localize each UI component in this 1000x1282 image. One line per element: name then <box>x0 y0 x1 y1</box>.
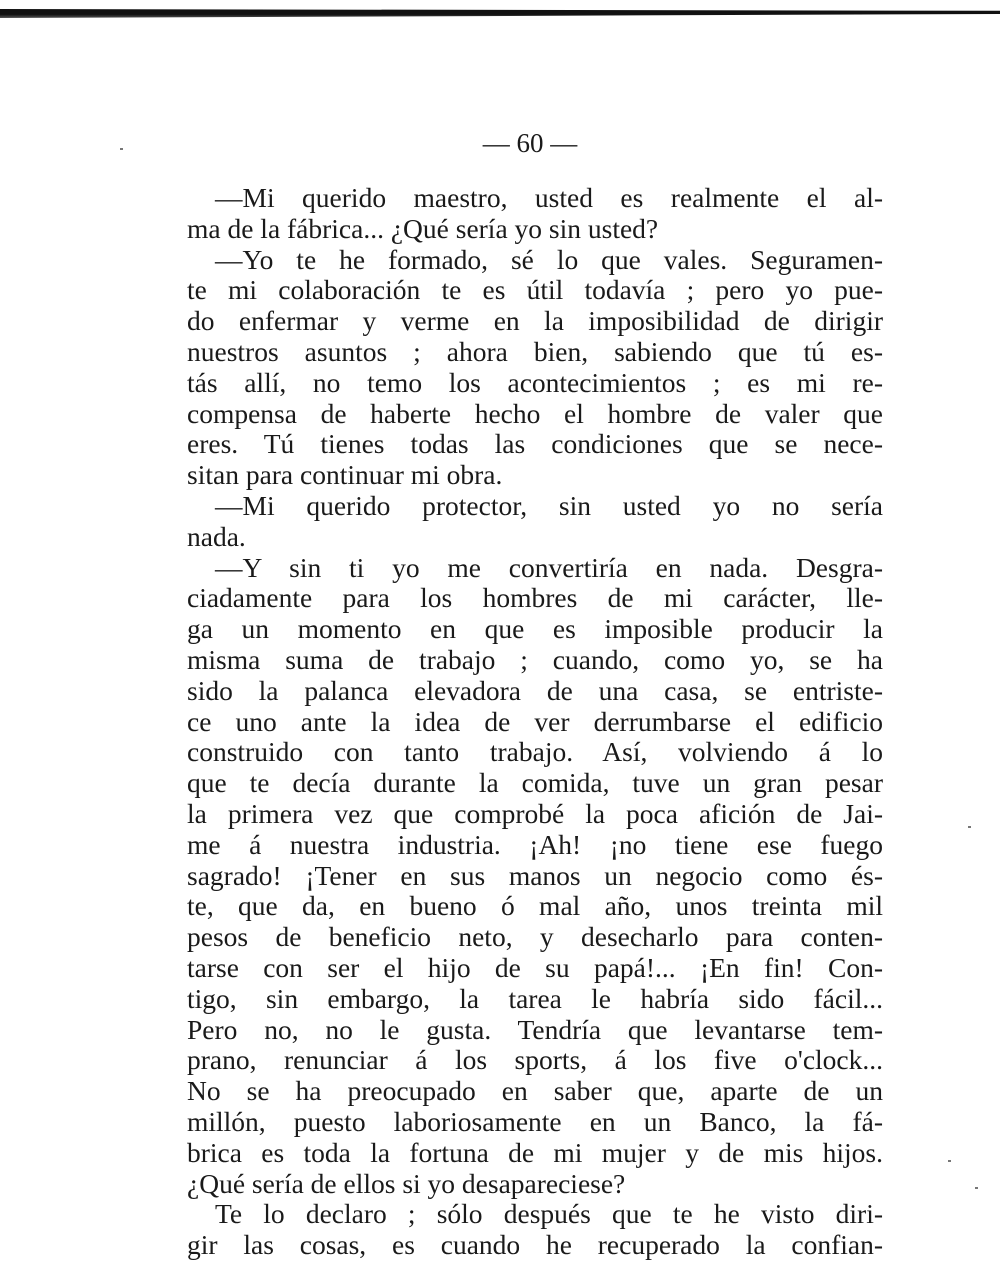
text-line: brica es toda la fortuna de mi mujer y de mis hijos. <box>187 1136 883 1168</box>
scan-speck <box>975 1187 978 1189</box>
text-line: —Y sin ti yo me convertiría en nada. Desgra- <box>215 551 883 583</box>
text-line: me á nuestra industria. ¡Ah! ¡no tiene ese fuego <box>187 828 883 860</box>
text-line: compensa de haberte hecho el hombre de valer que <box>187 397 883 429</box>
scan-speck <box>948 1160 951 1162</box>
text-line: tás allí, no temo los acontecimientos ; es mi re- <box>187 366 883 398</box>
text-line: prano, renunciar á los sports, á los five o'clock... <box>187 1044 883 1076</box>
text-line: gir las cosas, es cuando he recuperado la confian- <box>187 1229 883 1261</box>
text-line: sido la palanca elevadora de una casa, se entriste- <box>187 674 883 706</box>
top-scan-edge-rule <box>0 9 1000 18</box>
text-line: que te decía durante la comida, tuve un gran pesar <box>187 767 883 799</box>
text-line: millón, puesto laboriosamente en un Banco, la fá- <box>187 1105 883 1137</box>
text-line: —Yo te he formado, sé lo que vales. Seguramen- <box>215 243 883 275</box>
text-line: do enfermar y verme en la imposibilidad de dirigir <box>187 305 883 337</box>
text-line: No se ha preocupado en saber que, aparte de un <box>187 1075 883 1107</box>
text-line: sagrado! ¡Tener en sus manos un negocio como és- <box>187 859 883 891</box>
text-line: ce uno ante la idea de ver derrumbarse el edificio <box>187 705 883 737</box>
text-line: tigo, sin embargo, la tarea le habría sido fácil... <box>187 982 883 1014</box>
text-line: nuestros asuntos ; ahora bien, sabiendo que tú es- <box>187 335 883 367</box>
scan-speck <box>120 148 123 150</box>
text-line: tarse con ser el hijo de su papá!... ¡En fin! Con- <box>187 951 883 983</box>
page-number: — 60 — <box>482 128 578 158</box>
text-line: misma suma de trabajo ; cuando, como yo, se ha <box>187 643 883 675</box>
text-line: —Mi querido maestro, usted es realmente el al- <box>215 182 883 213</box>
text-line: Te lo declaro ; sólo después que te he visto diri- <box>215 1198 883 1230</box>
text-line: —Mi querido protector, sin usted yo no sería <box>215 489 883 521</box>
scan-speck <box>968 826 971 828</box>
text-line: la primera vez que comprobé la poca afición de Jai- <box>187 797 883 829</box>
text-line: te mi colaboración te es útil todavía ; pero yo pue- <box>187 274 883 306</box>
body-text <box>187 183 883 1261</box>
text-line: nada. <box>187 520 246 552</box>
text-line: ¿Qué sería de ellos si yo desapareciese? <box>187 1167 626 1199</box>
text-line: ga un momento en que es imposible producir la <box>187 613 883 645</box>
text-line: Pero no, no le gusta. Tendría que levantarse tem- <box>187 1013 883 1045</box>
text-line: construido con tanto trabajo. Así, volviendo á lo <box>187 736 883 768</box>
text-line: ma de la fábrica... ¿Qué sería yo sin usted? <box>187 212 659 244</box>
text-line: ciadamente para los hombres de mi carácter, lle- <box>187 582 883 614</box>
text-line: te, que da, en bueno ó mal año, unos treinta mil <box>187 890 883 922</box>
text-line: sitan para continuar mi obra. <box>187 459 503 491</box>
text-line: pesos de beneficio neto, y desecharlo para conten- <box>187 921 883 953</box>
text-line: eres. Tú tienes todas las condiciones que se nece- <box>187 428 883 460</box>
